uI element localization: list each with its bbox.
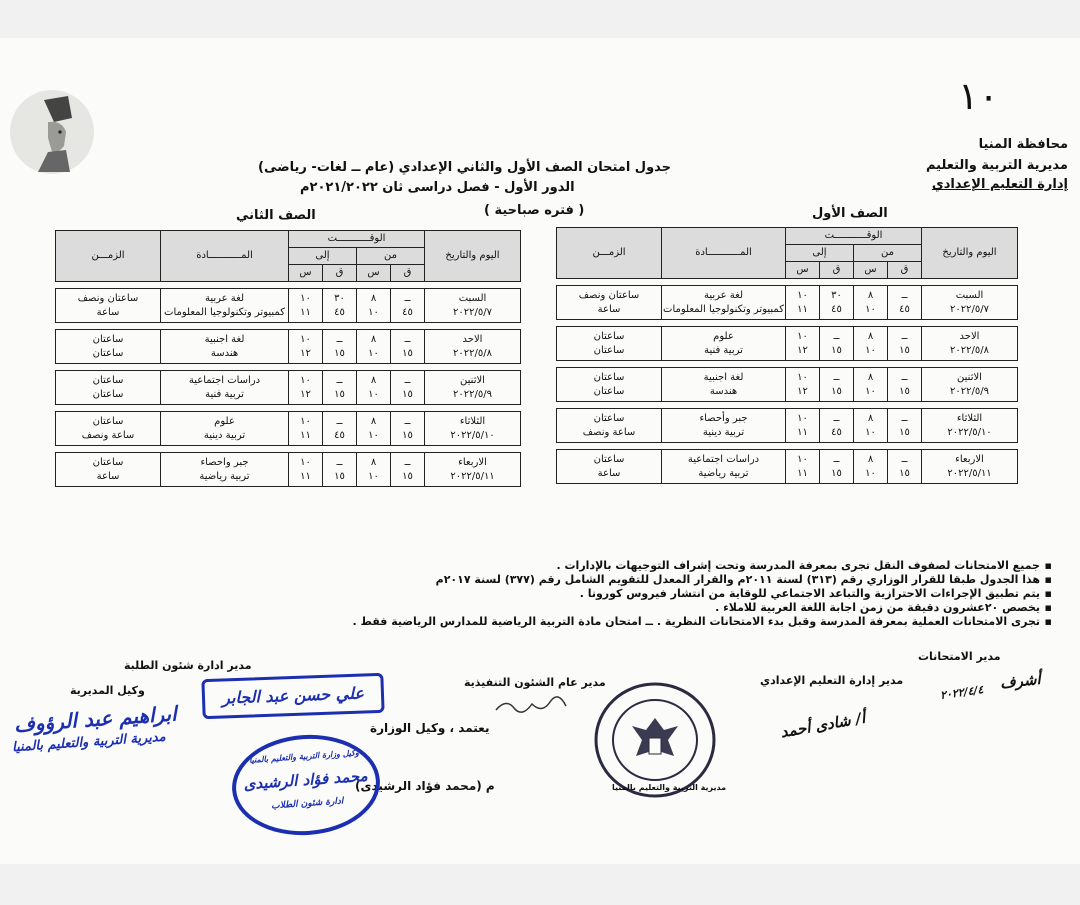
to-minute-cell: ــ ٤٥	[820, 409, 854, 443]
header-hour: س	[357, 265, 391, 282]
to-hour-cell: ١٠ ١٢	[786, 327, 820, 361]
table-row	[56, 289, 521, 323]
subject-cell: جبر واحصاء تربية رياضية	[161, 453, 289, 487]
students-manager-title: مدير ادارة شئون الطلبة	[124, 659, 252, 672]
note-item: ▪تجرى الامتحانات العملية بمعرفة المدرسة وقبل بدء الامتحانات النظرية . ــ امتحان مادة التربية الرياضية للمدارس الرياضية فقط .	[352, 615, 1052, 628]
from-minute-cell: ــ ١٥	[391, 453, 425, 487]
from-minute-cell: ــ ١٥	[888, 368, 922, 402]
note-item: ▪يتم تطبيق الإجراءات الاحترازية والتباعد الاجتماعي للوقاية من انتشار فيروس كورونا .	[579, 587, 1052, 600]
deputy-directorate-signature: ابراهيم عبد الرؤوف	[13, 701, 178, 737]
subject-cell: لغة اجنبية هندسة	[161, 330, 289, 364]
table-row	[56, 453, 521, 487]
to-hour-cell: ١٠ ١١	[289, 453, 323, 487]
note-item: ▪جميع الامتحانات لصفوف النقل تجرى بمعرفة المدرسة وتحت إشراف التوجيهات بالإدارات .	[556, 559, 1052, 572]
day-date-cell: الاثنين ٢٠٢٢/٥/٩	[922, 368, 1018, 402]
subject-cell: علوم تربية فنية	[662, 327, 786, 361]
to-minute-cell: ٣٠ ٤٥	[323, 289, 357, 323]
day-date-cell: الاثنين ٢٠٢٢/٥/٩	[425, 371, 521, 405]
from-hour-cell: ٨ ١٠	[357, 412, 391, 446]
deputy-minister-name: م (محمد فؤاد الرشيدى)	[355, 779, 495, 793]
day-date-cell: الثلاثاء ٢٠٢٢/٥/١٠	[425, 412, 521, 446]
notes-list	[152, 559, 1052, 629]
header-from: من	[854, 245, 922, 262]
approve-label: يعتمد ، وكيل الوزارة	[370, 721, 490, 735]
day-date-cell: السبت ٢٠٢٢/٥/٧	[922, 286, 1018, 320]
grade2-schedule-table	[55, 230, 521, 487]
subject-cell: جبر وأحصاء تربية دينية	[662, 409, 786, 443]
duration-cell: ساعتان ساعة ونصف	[56, 412, 161, 446]
students-manager-stamp	[201, 673, 384, 719]
to-hour-cell: ١٠ ١١	[786, 286, 820, 320]
from-hour-cell: ٨ ١٠	[357, 371, 391, 405]
header-time: الوقـــــــــــت	[786, 228, 922, 245]
from-hour-cell: ٨ ١٠	[854, 286, 888, 320]
to-hour-cell: ١٠ ١١	[289, 289, 323, 323]
header-hour: س	[786, 262, 820, 279]
to-hour-cell: ١٠ ١٢	[786, 368, 820, 402]
from-minute-cell: ــ ١٥	[888, 327, 922, 361]
from-hour-cell: ٨ ١٠	[357, 453, 391, 487]
header-time: الوقـــــــــــت	[289, 231, 425, 248]
from-minute-cell: ــ ١٥	[391, 330, 425, 364]
to-minute-cell: ــ ١٥	[820, 368, 854, 402]
day-date-cell: الثلاثاء ٢٠٢٢/٥/١٠	[922, 409, 1018, 443]
header-to: إلى	[289, 248, 357, 265]
subject-cell: علوم تربية دينية	[161, 412, 289, 446]
nefertiti-portrait-icon	[8, 88, 96, 176]
from-hour-cell: ٨ ١٠	[854, 327, 888, 361]
table-row	[56, 330, 521, 364]
from-hour-cell: ٨ ١٠	[854, 450, 888, 484]
header-subject: المـــــــــــادة	[161, 231, 289, 282]
subject-cell: دراسات اجتماعية تربية فنية	[161, 371, 289, 405]
header-minute: ق	[888, 262, 922, 279]
from-hour-cell: ٨ ١٠	[357, 330, 391, 364]
exec-manager-title: مدير عام الشئون التنفيذية	[464, 676, 606, 689]
minister-stamp-bottom: ادارة شئون الطلاب	[270, 796, 344, 812]
subject-cell: لغة عربية كمبيوتر وتكنولوجيا المعلومات	[662, 286, 786, 320]
day-date-cell: الاربعاء ٢٠٢٢/٥/١١	[425, 453, 521, 487]
from-minute-cell: ــ ١٥	[888, 409, 922, 443]
to-hour-cell: ١٠ ١١	[786, 450, 820, 484]
minister-stamp-top: وكيل وزارة التربية والتعليم بالمنيا	[248, 747, 360, 765]
to-minute-cell: ــ ١٥	[323, 371, 357, 405]
subject-cell: لغة عربية كمبيوتر وتكنولوجيا المعلومات	[161, 289, 289, 323]
table-row	[557, 286, 1018, 320]
header-duration: الزمـــن	[557, 228, 662, 279]
header-from: من	[357, 248, 425, 265]
exams-signature: أشرف	[999, 669, 1042, 693]
header-subject: المـــــــــــادة	[662, 228, 786, 279]
to-hour-cell: ١٠ ١١	[786, 409, 820, 443]
grade1-label: الصف الأول	[812, 206, 888, 221]
from-minute-cell: ــ ١٥	[391, 371, 425, 405]
from-minute-cell: ــ ٤٥	[391, 289, 425, 323]
grade2-label: الصف الثاني	[236, 208, 316, 223]
minister-stamp-name: محمد فؤاد الرشيدى	[243, 766, 369, 794]
duration-cell: ساعتان ساعتان	[56, 330, 161, 364]
exams-signature-date: ٢٠٢٢/٤/٤	[939, 683, 985, 702]
duration-cell: ساعتان ساعة	[557, 450, 662, 484]
to-minute-cell: ــ ١٥	[820, 327, 854, 361]
duration-cell: ساعتان ونصف ساعة	[557, 286, 662, 320]
table-row	[557, 368, 1018, 402]
duration-cell: ساعتان ونصف ساعة	[56, 289, 161, 323]
eagle-stamp-icon	[592, 680, 718, 800]
day-date-cell: الاحد ٢٠٢٢/٥/٨	[425, 330, 521, 364]
header-minute: ق	[323, 265, 357, 282]
subject-cell: لغة اجنبية هندسة	[662, 368, 786, 402]
schedule-title: جدول امتحان الصف الأول والثاني الإعدادي (عام ــ لغات- رياضى)	[258, 160, 672, 175]
exams-manager-title: مدير الامتحانات	[918, 650, 1001, 663]
from-minute-cell: ــ ٤٥	[888, 286, 922, 320]
directorate-label: مديرية التربية والتعليم	[925, 158, 1068, 173]
day-date-cell: الاحد ٢٠٢٢/٥/٨	[922, 327, 1018, 361]
page-number: ١٠	[958, 74, 999, 118]
to-hour-cell: ١٠ ١٢	[289, 371, 323, 405]
table-row	[557, 409, 1018, 443]
header-hour: س	[289, 265, 323, 282]
duration-cell: ساعتان ساعتان	[557, 327, 662, 361]
administration-label: إدارة التعليم الإعدادي	[931, 177, 1068, 192]
header-duration: الزمـــن	[56, 231, 161, 282]
day-date-cell: السبت ٢٠٢٢/٥/٧	[425, 289, 521, 323]
governorate-label: محافظة المنيا	[978, 137, 1068, 152]
eagle-stamp-label: مديرية التربية والتعليم بالمنيا	[612, 783, 727, 792]
table-row	[557, 327, 1018, 361]
shift-label: ( فتره صباحية )	[484, 203, 585, 218]
to-hour-cell: ١٠ ١٢	[289, 330, 323, 364]
header-day-date: اليوم والتاريخ	[922, 228, 1018, 279]
duration-cell: ساعتان ساعتان	[557, 368, 662, 402]
to-minute-cell: ــ ١٥	[820, 450, 854, 484]
header-to: إلى	[786, 245, 854, 262]
header-minute: ق	[391, 265, 425, 282]
table-row	[56, 371, 521, 405]
prep-manager-signature: أ/ شادى أحمد	[779, 708, 867, 742]
deputy-directorate-signature-line: مديرية التربية والتعليم بالمنيا	[11, 729, 167, 756]
subject-cell: دراسات اجتماعية تربية رياضية	[662, 450, 786, 484]
students-manager-signature: علي حسن عبد الجابر	[221, 683, 365, 708]
table-row	[557, 450, 1018, 484]
note-item: ▪يخصص ٢٠عشرون دقيقة من زمن اجابة اللغة العربية للاملاء .	[715, 601, 1052, 614]
from-hour-cell: ٨ ١٠	[357, 289, 391, 323]
to-minute-cell: ــ ١٥	[323, 453, 357, 487]
to-minute-cell: ــ ٤٥	[323, 412, 357, 446]
day-date-cell: الاربعاء ٢٠٢٢/٥/١١	[922, 450, 1018, 484]
deputy-directorate-title: وكيل المديرية	[70, 684, 145, 697]
from-minute-cell: ــ ١٥	[888, 450, 922, 484]
schedule-subtitle: الدور الأول - فصل دراسى ثان ٢٠٢١/٢٠٢٢م	[300, 180, 575, 195]
from-hour-cell: ٨ ١٠	[854, 368, 888, 402]
header-minute: ق	[820, 262, 854, 279]
to-hour-cell: ١٠ ١١	[289, 412, 323, 446]
from-minute-cell: ــ ١٥	[391, 412, 425, 446]
table-row	[56, 412, 521, 446]
from-hour-cell: ٨ ١٠	[854, 409, 888, 443]
duration-cell: ساعتان ساعتان	[56, 371, 161, 405]
grade1-schedule-table	[556, 227, 1018, 484]
duration-cell: ساعتان ساعة	[56, 453, 161, 487]
header-hour: س	[854, 262, 888, 279]
to-minute-cell: ٣٠ ٤٥	[820, 286, 854, 320]
header-day-date: اليوم والتاريخ	[425, 231, 521, 282]
prep-manager-title: مدير إدارة التعليم الإعدادي	[760, 674, 904, 687]
exec-signature-scribble-icon	[494, 694, 568, 718]
note-item: ▪هذا الجدول طبقا للقرار الوزاري رقم (٣١٣) لسنة ٢٠١١م والقرار المعدل للتقويم الشامل رقم (٣٧٧) لسنة ٢٠١٧م	[435, 573, 1052, 586]
to-minute-cell: ــ ١٥	[323, 330, 357, 364]
duration-cell: ساعتان ساعة ونصف	[557, 409, 662, 443]
